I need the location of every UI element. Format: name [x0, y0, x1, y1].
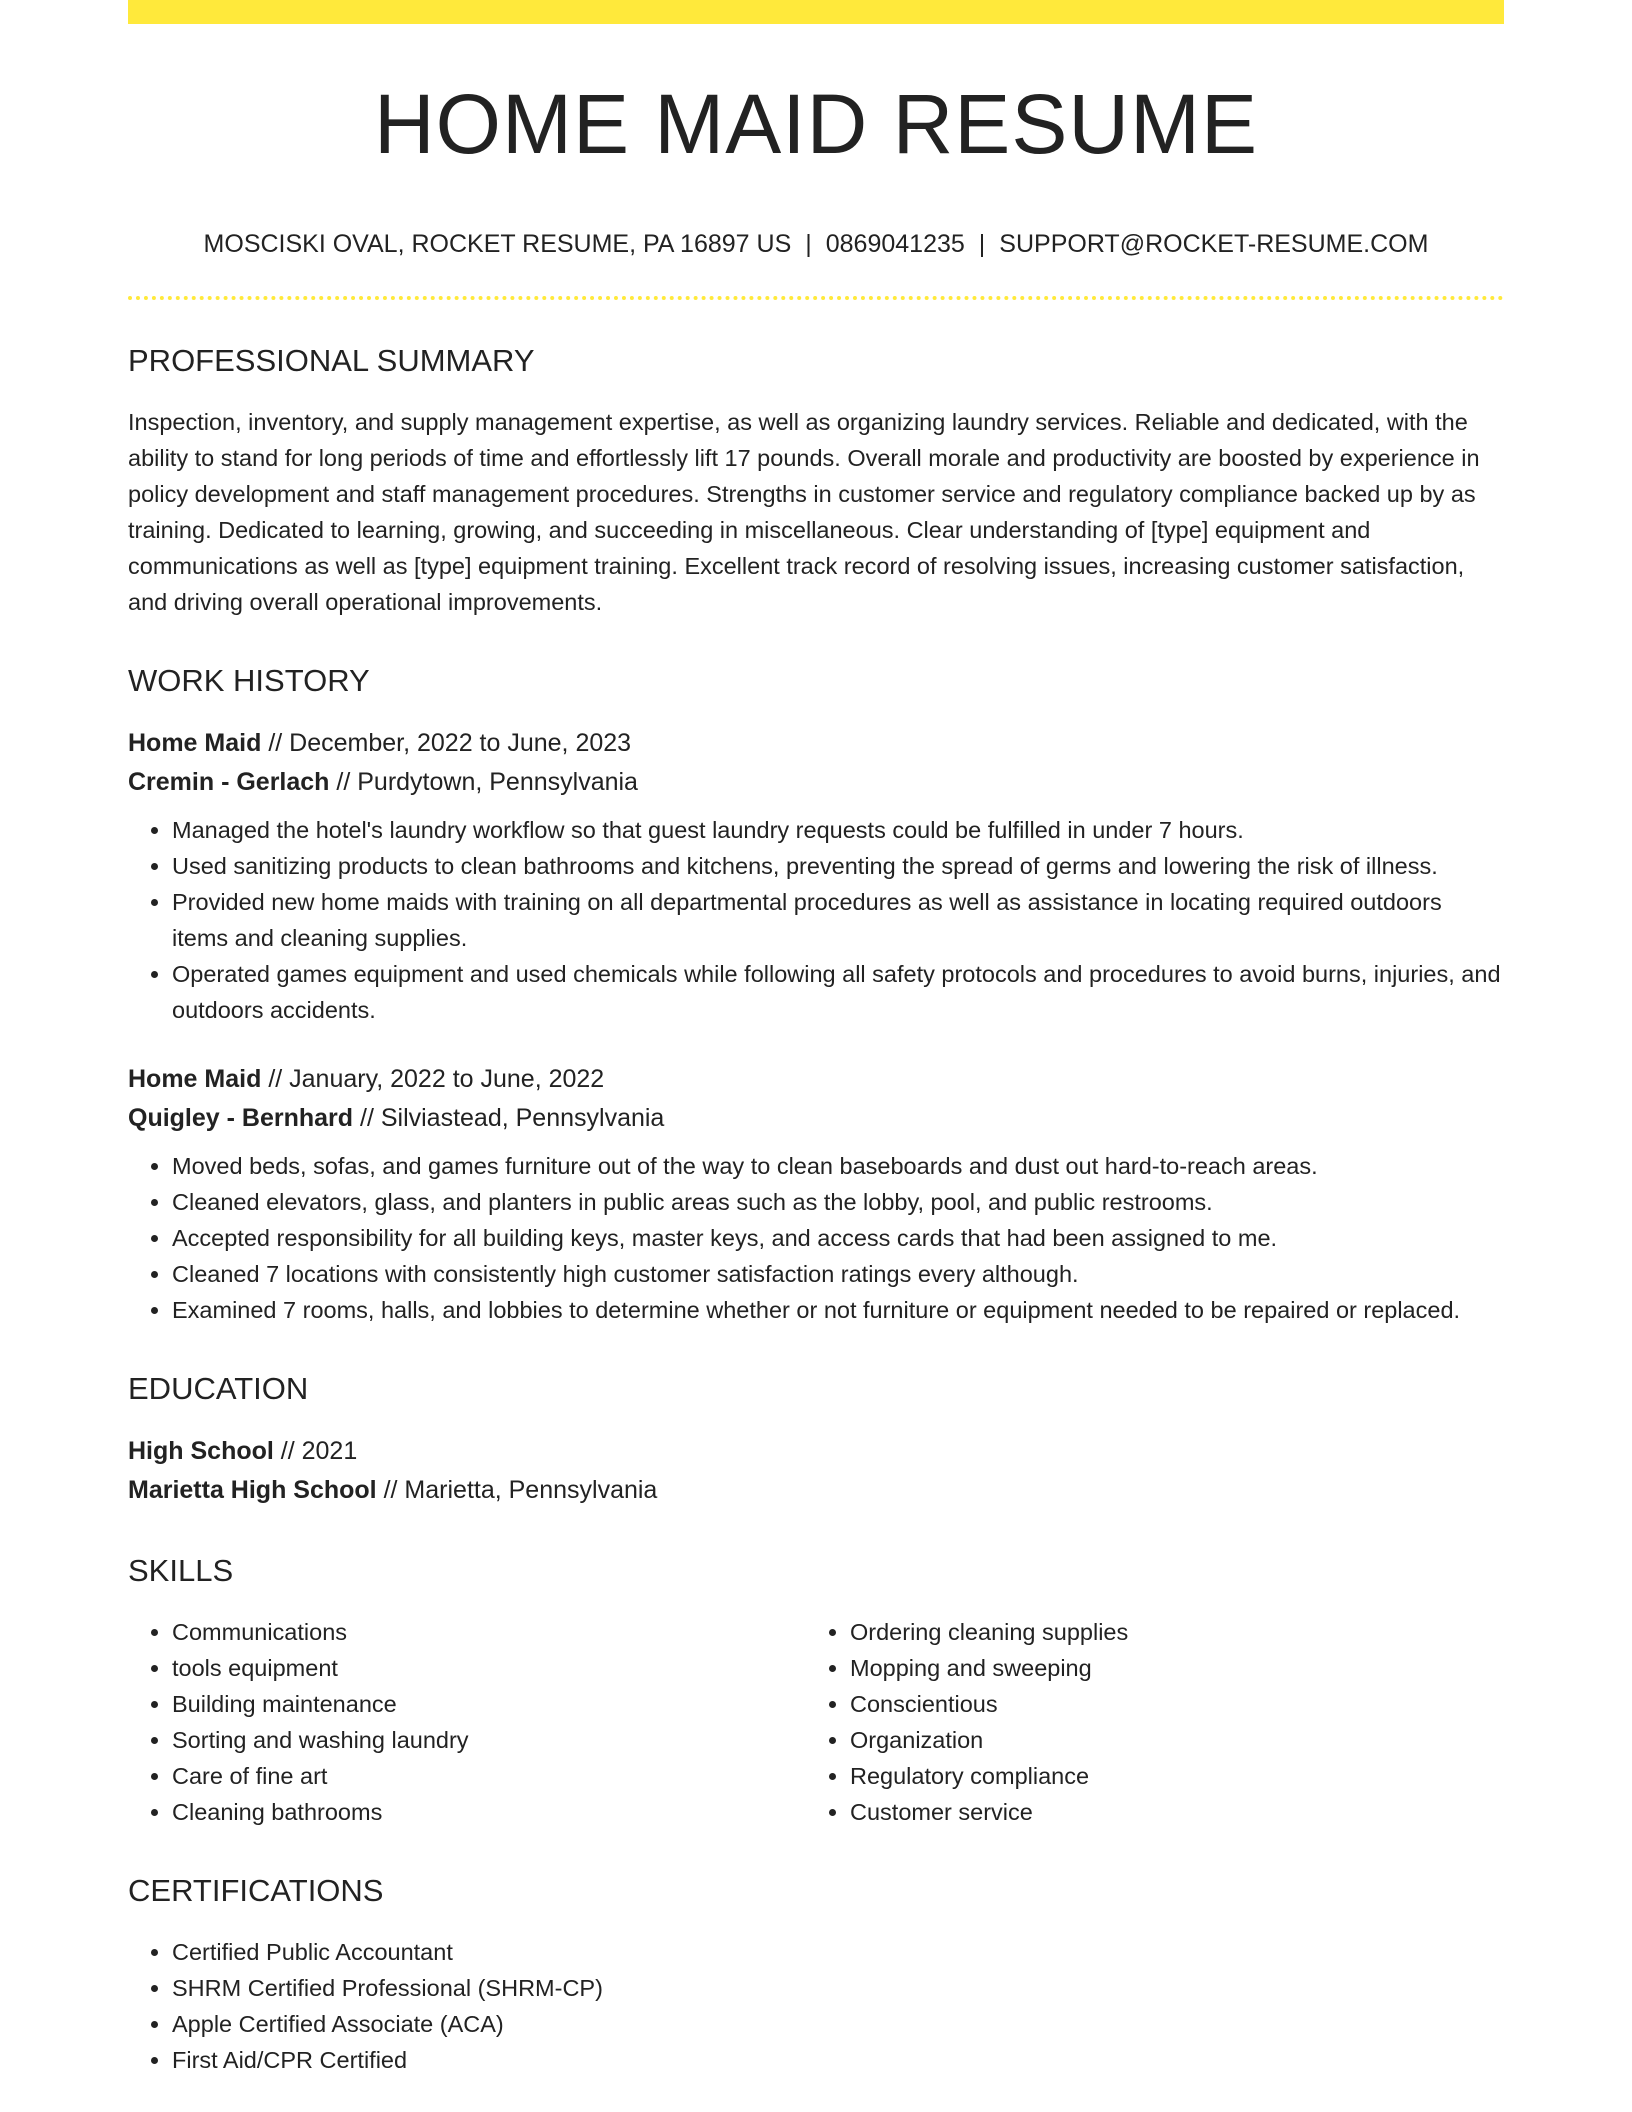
job-company-line	[128, 1099, 1504, 1138]
contact-line	[128, 232, 1504, 257]
accent-bar	[128, 0, 1504, 24]
job-entry	[128, 1060, 1504, 1328]
contact-separator: |	[978, 230, 986, 258]
skill-item: • Cleaning bathrooms	[172, 1794, 806, 1830]
skill-item: • Customer service	[850, 1794, 1484, 1830]
education-entry	[128, 1432, 1504, 1510]
certification-item: • Apple Certified Associate (ACA)	[172, 2006, 1504, 2042]
list-item: • Accepted responsibility for all building keys, master keys, and access cards that had been assigned to me.	[172, 1220, 1504, 1256]
job-title-line	[128, 724, 1504, 763]
skills-columns	[128, 1614, 1504, 1830]
graduation-year: // 2021	[280, 1437, 358, 1465]
contact-address: MOSCISKI OVAL, ROCKET RESUME, PA 16897 US	[203, 230, 792, 258]
job-location: // Purdytown, Pennsylvania	[336, 768, 638, 796]
dotted-divider	[128, 296, 1504, 300]
job-dates: // January, 2022 to June, 2022	[268, 1065, 605, 1093]
certification-item: • First Aid/CPR Certified	[172, 2042, 1504, 2078]
certification-item: • SHRM Certified Professional (SHRM-CP)	[172, 1970, 1504, 2006]
skill-item: • Sorting and washing laundry	[172, 1722, 806, 1758]
job-entry	[128, 724, 1504, 1028]
job-company-line	[128, 763, 1504, 802]
skill-item: • Conscientious	[850, 1686, 1484, 1722]
certification-item: • Certified Public Accountant	[172, 1934, 1504, 1970]
skill-item: • Communications	[172, 1614, 806, 1650]
school-name: Marietta High School	[128, 1476, 377, 1504]
school-line	[128, 1471, 1504, 1510]
job-company: Cremin - Gerlach	[128, 768, 330, 796]
skill-item: • Regulatory compliance	[850, 1758, 1484, 1794]
skills-heading: SKILLS	[128, 1553, 234, 1588]
school-location: // Marietta, Pennsylvania	[383, 1476, 658, 1504]
resume-title: HOME MAID RESUME	[373, 77, 1259, 171]
summary-heading: PROFESSIONAL SUMMARY	[128, 343, 535, 378]
contact-separator: |	[805, 230, 812, 258]
list-item: • Managed the hotel's laundry workflow so that guest laundry requests could be fulfilled in under 7 hours.	[172, 812, 1504, 848]
education-heading: EDUCATION	[128, 1371, 309, 1406]
job-location: // Silviastead, Pennsylvania	[360, 1104, 665, 1132]
skill-item: • Organization	[850, 1722, 1484, 1758]
list-item: • Operated games equipment and used chemicals while following all safety protocols and procedures to avoid burns, injuries, and outdoors accidents.	[172, 956, 1504, 1028]
certifications-list	[128, 1934, 1504, 2078]
work-history-heading: WORK HISTORY	[128, 663, 370, 698]
list-item: • Provided new home maids with training on all departmental procedures as well as assistance in locating required outdoors items and cleaning supplies.	[172, 884, 1504, 956]
skills-column-right	[806, 1614, 1484, 1830]
job-title: Home Maid	[128, 1065, 262, 1093]
job-title: Home Maid	[128, 729, 262, 757]
job-bullets	[128, 1148, 1504, 1328]
skill-item: • Mopping and sweeping	[850, 1650, 1484, 1686]
skill-item: • Building maintenance	[172, 1686, 806, 1722]
resume-page	[128, 0, 1504, 2078]
skills-column-left	[128, 1614, 806, 1830]
degree-line	[128, 1432, 1504, 1471]
summary-text: Inspection, inventory, and supply management expertise, as well as organizing laundry services. Reliable and dedicated, with the ability to stand for long periods of time and effortlessly lift 17 pounds. Overall morale and productivity are boosted by experience in policy development and staff management procedures. Strengths in customer service and regulatory compliance backed up by as training. Dedicated to learning, growing, and succeeding in miscellaneous. Clear understanding of [type] equipment and communications as well as [type] equipment training. Excellent track record of resolving issues, increasing customer satisfaction, and driving overall operational improvements.	[128, 409, 1480, 615]
list-item: • Cleaned 7 locations with consistently high customer satisfaction ratings every although.	[172, 1256, 1504, 1292]
contact-email: SUPPORT@ROCKET-RESUME.COM	[999, 230, 1429, 258]
certifications-heading: CERTIFICATIONS	[128, 1873, 384, 1908]
job-bullets	[128, 812, 1504, 1028]
skills-list-right	[806, 1614, 1484, 1830]
list-item: • Examined 7 rooms, halls, and lobbies to determine whether or not furniture or equipment needed to be repaired or replaced.	[172, 1292, 1504, 1328]
skills-list-left	[128, 1614, 806, 1830]
list-item: • Moved beds, sofas, and games furniture out of the way to clean baseboards and dust out hard-to-reach areas.	[172, 1148, 1504, 1184]
job-dates: // December, 2022 to June, 2023	[268, 729, 632, 757]
job-company: Quigley - Bernhard	[128, 1104, 354, 1132]
list-item: • Cleaned elevators, glass, and planters in public areas such as the lobby, pool, and public restrooms.	[172, 1184, 1504, 1220]
skill-item: • Care of fine art	[172, 1758, 806, 1794]
contact-phone: 0869041235	[825, 230, 965, 258]
skill-item: • Ordering cleaning supplies	[850, 1614, 1484, 1650]
list-item: • Used sanitizing products to clean bathrooms and kitchens, preventing the spread of germs and lowering the risk of illness.	[172, 848, 1504, 884]
skill-item: • tools equipment	[172, 1650, 806, 1686]
job-title-line	[128, 1060, 1504, 1099]
degree: High School	[128, 1437, 274, 1465]
